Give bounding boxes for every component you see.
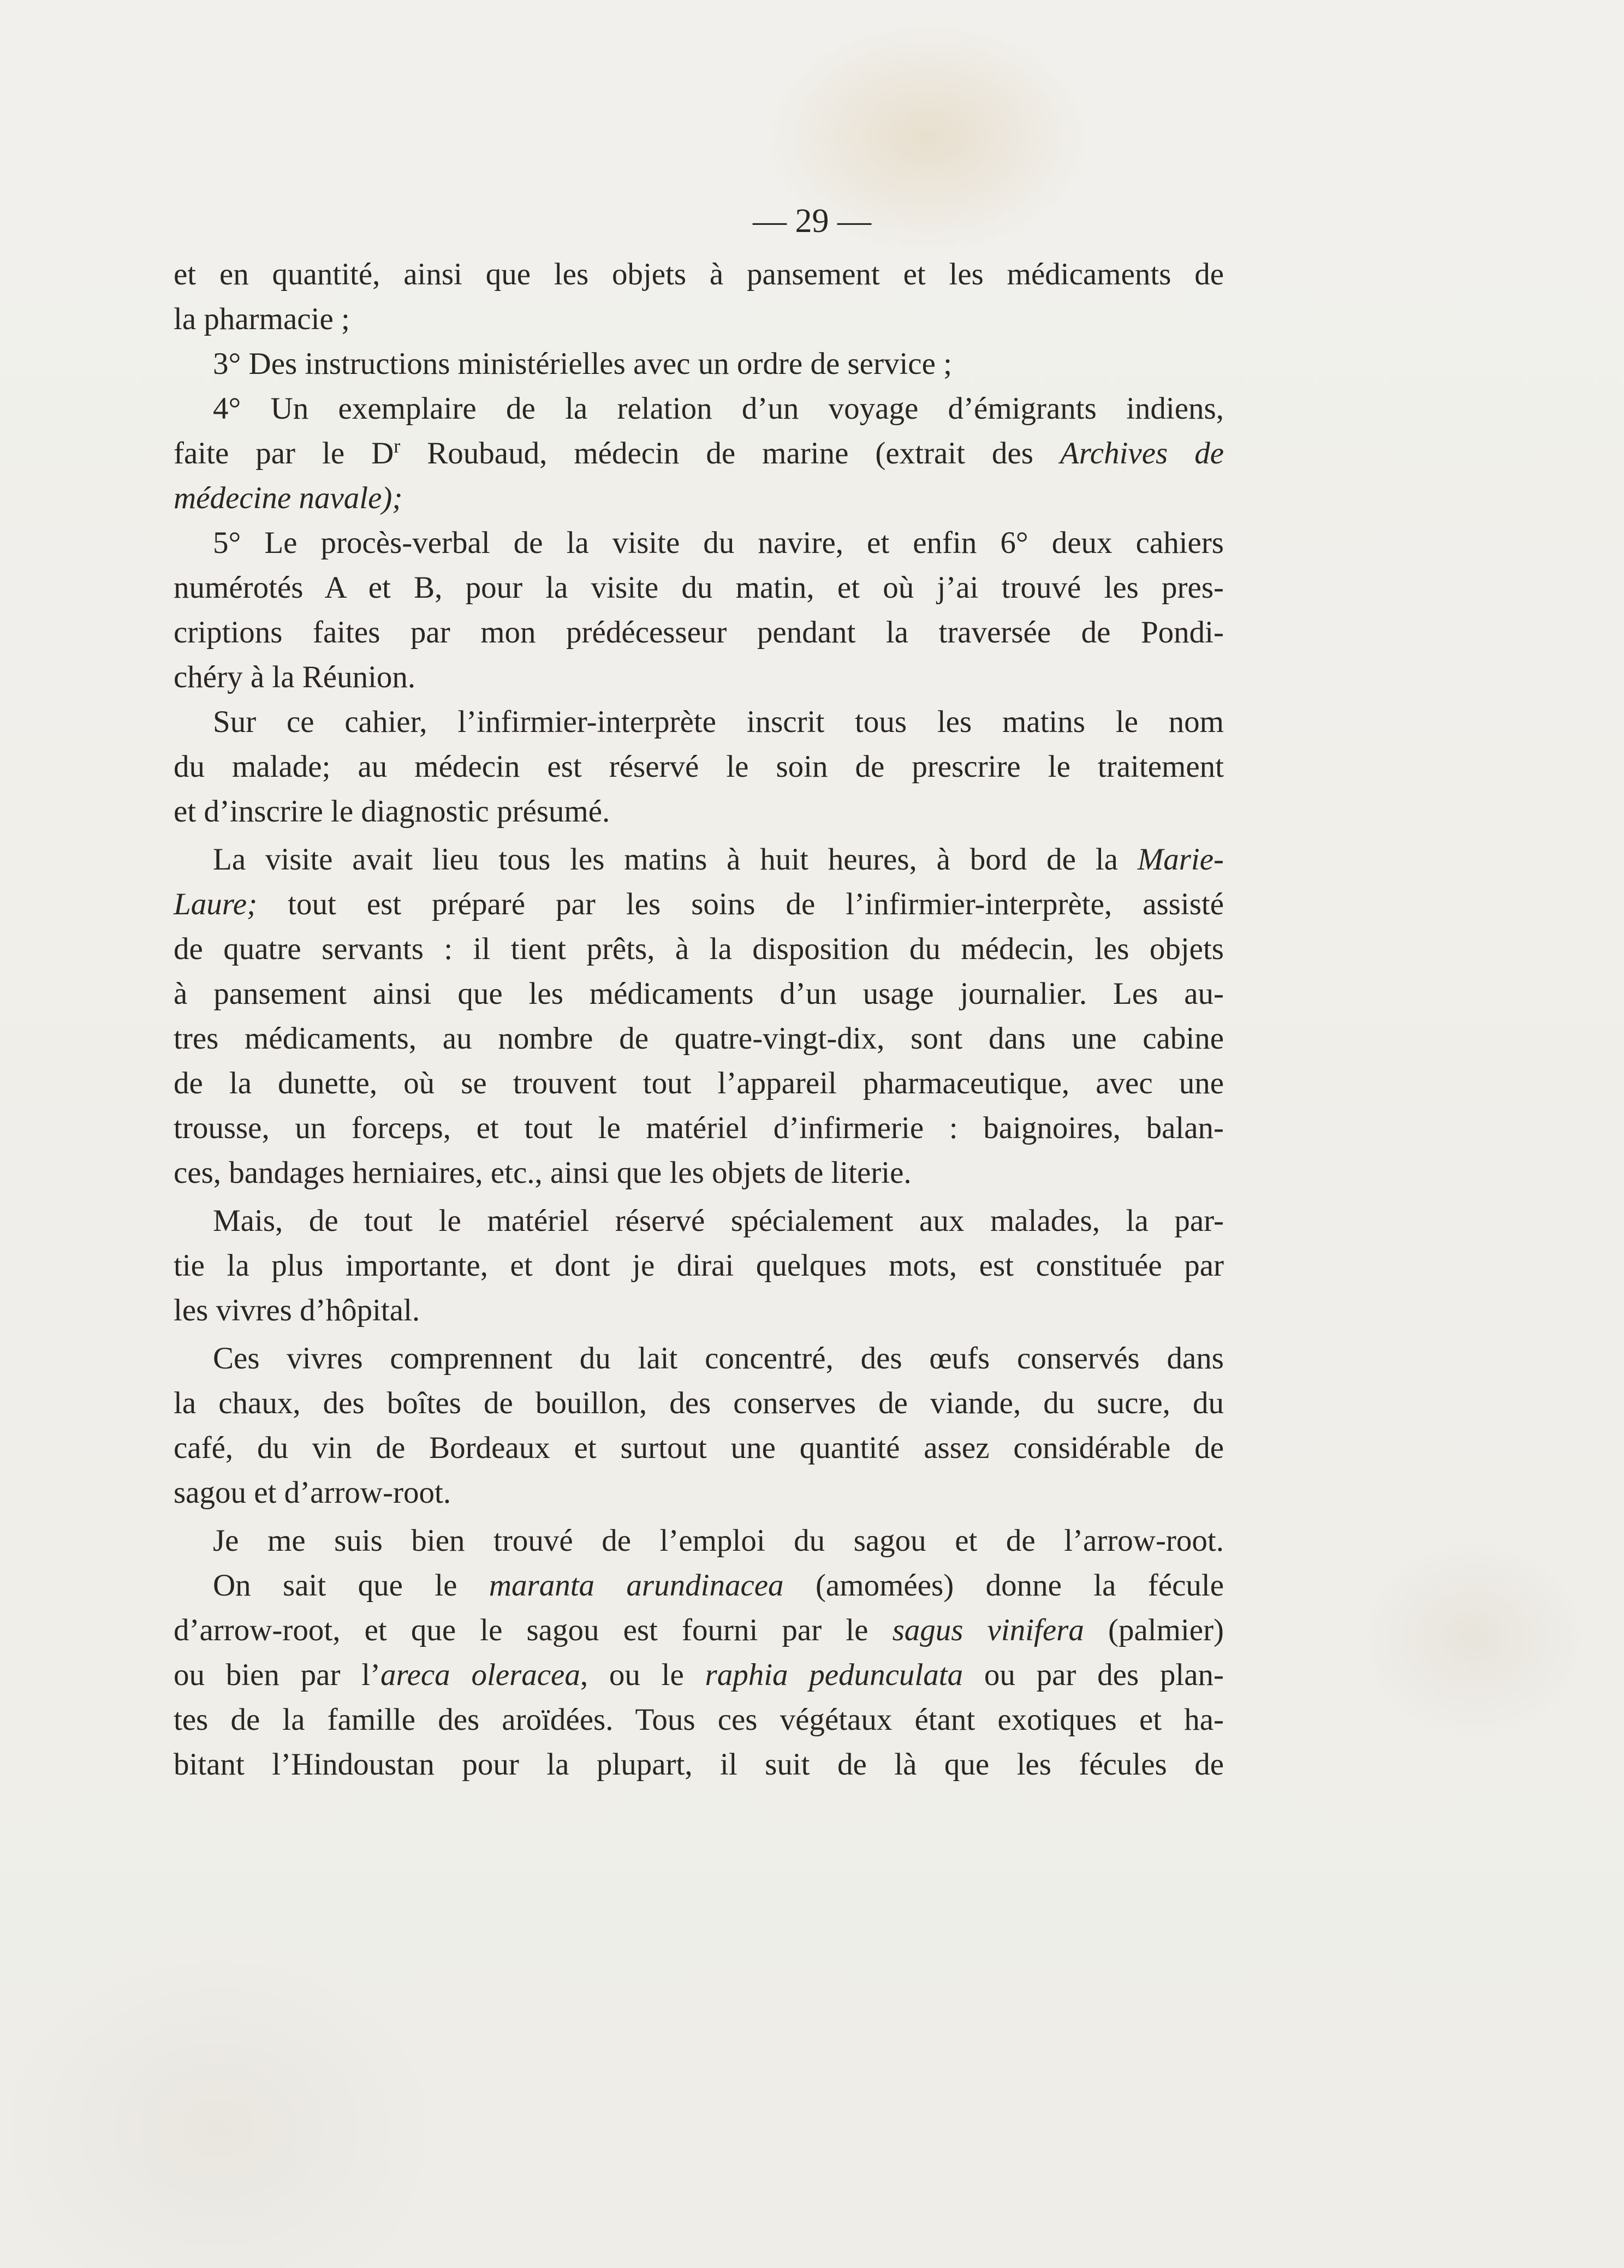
text-line: chéry à la Réunion. xyxy=(174,660,416,694)
text-line: 3° Des instructions ministérielles avec un ordre de service ; xyxy=(213,347,952,381)
text-line: et d’inscrire le diagnostic présumé. xyxy=(174,794,610,829)
text-line: Mais, de tout le matériel réservé spécialement aux malades, la par- xyxy=(213,1204,1224,1238)
text-line: tres médicaments, au nombre de quatre-vingt-dix, sont dans une cabine xyxy=(174,1021,1224,1056)
text-line: de quatre servants : il tient prêts, à la disposition du médecin, les objets xyxy=(174,932,1224,966)
text-line: du malade; au médecin est réservé le soin de prescrire le traitement xyxy=(174,749,1224,784)
text-line: café, du vin de Bordeaux et surtout une quantité assez considérable de xyxy=(174,1431,1224,1465)
page-number: — 29 — xyxy=(753,203,871,240)
text-line: ou bien par l’areca oleracea, ou le raphia pedunculata ou par des plan- xyxy=(174,1658,1224,1692)
text-line: Je me suis bien trouvé de l’emploi du sagou et de l’arrow-root. xyxy=(213,1523,1224,1558)
text-line: la chaux, des boîtes de bouillon, des conserves de viande, du sucre, du xyxy=(174,1386,1224,1420)
text-line: Laure; tout est préparé par les soins de l’infirmier-interprète, assisté xyxy=(174,887,1224,921)
text-line: de la dunette, où se trouvent tout l’appareil pharmaceutique, avec une xyxy=(174,1066,1224,1100)
text-line: la pharmacie ; xyxy=(174,302,350,336)
text-line: Sur ce cahier, l’infirmier-interprète inscrit tous les matins le nom xyxy=(213,705,1224,739)
text-line: d’arrow-root, et que le sagou est fourni par le sagus vinifera (palmier) xyxy=(174,1613,1224,1647)
text-line: 5° Le procès-verbal de la visite du navire, et enfin 6° deux cahiers xyxy=(213,526,1224,560)
text-line: à pansement ainsi que les médicaments d’un usage journalier. Les au- xyxy=(174,977,1224,1011)
text-line: tie la plus importante, et dont je dirai quelques mots, est constituée par xyxy=(174,1248,1224,1283)
text-line: trousse, un forceps, et tout le matériel d’infirmerie : baignoires, balan- xyxy=(174,1111,1224,1145)
text-line: tes de la famille des aroïdées. Tous ces végétaux étant exotiques et ha- xyxy=(174,1703,1224,1737)
text-line: et en quantité, ainsi que les objets à pansement et les médicaments de xyxy=(174,257,1224,291)
text-line: numérotés A et B, pour la visite du matin, et où j’ai trouvé les pres- xyxy=(174,570,1224,605)
text-line: On sait que le maranta arundinacea (amomées) donne la fécule xyxy=(213,1568,1224,1603)
text-line: sagou et d’arrow-root. xyxy=(174,1475,451,1510)
text-line: ces, bandages herniaires, etc., ainsi que les objets de literie. xyxy=(174,1156,912,1190)
text-line: faite par le $D^r$ Roubaud, médecin de marine (extrait des Archives de xyxy=(174,435,1224,471)
text-line: 4° Un exemplaire de la relation d’un voyage d’émigrants indiens, xyxy=(213,391,1224,426)
text-line: les vivres d’hôpital. xyxy=(174,1293,420,1328)
text-line: La visite avait lieu tous les matins à huit heures, à bord de la Marie- xyxy=(213,842,1224,877)
body-text xyxy=(174,252,1224,1787)
text-line: criptions faites par mon prédécesseur pendant la traversée de Pondi- xyxy=(174,615,1224,650)
text-line: Ces vivres comprennent du lait concentré, des œufs conservés dans xyxy=(213,1341,1224,1376)
text-line: médecine navale); xyxy=(174,481,403,515)
text-line: bitant l’Hindoustan pour la plupart, il suit de là que les fécules de xyxy=(174,1747,1224,1782)
